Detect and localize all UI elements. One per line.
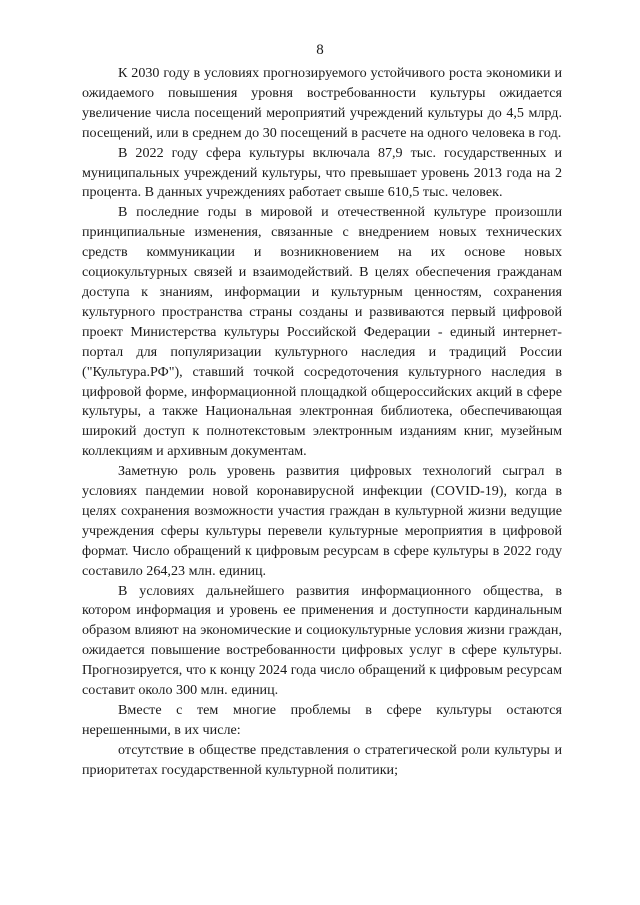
paragraph-digital-changes: В последние годы в мировой и отечественной культуре произошли принципиальные изменения, связанные с внедрением новых технических средств коммуникации и возникновением на их основе новых социокультурных связей и взаимодействий. В целях обеспечения гражданам доступа к знаниям, информации и культурным ценностям, сохранения культурного пространства страны созданы и развиваются первый цифровой проект Министерства культуры Российской Федерации - единый интернет-портал для популяризации культурного наследия и традиций России ("Культура.РФ"), ставший точкой сосредоточения культурного наследия в цифровой форме, информационной площадкой общероссийских акций в сфере культуры, а также Национальная электронная библиотека, обеспечивающая широкий доступ к полнотекстовым электронным изданиям книг, музейным коллекциям и архивным документам. (82, 204, 562, 460)
paragraph-pandemic-role: Заметную роль уровень развития цифровых технологий сыграл в условиях пандемии новой коронавирусной инфекции (COVID-19), когда в целях сохранения возможности участия граждан в культурной жизни ведущие учреждения сферы культуры перевели культурные мероприятия в цифровой формат. Число обращений к цифровым ресурсам в сфере культуры в 2022 году составило 264,23 млн. единиц. (82, 463, 562, 579)
paragraph-unresolved-problems: Вместе с тем многие проблемы в сфере культуры остаются нерешенными, в их числе: (82, 702, 562, 738)
paragraph-information-society: В условиях дальнейшего развития информационного общества, в котором информация и уровень ее применения и доступности кардинальным образом влияют на экономические и социокультурные условия жизни граждан, ожидается повышение востребованности цифровых услуг в сфере культуры. Прогнозируется, что к концу 2024 года число обращений к цифровым ресурсам составит около 300 млн. единиц. (82, 582, 562, 699)
paragraph-2022-institutions: В 2022 году сфера культуры включала 87,9 тыс. государственных и муниципальных учреждений культуры, что превышает уровень 2013 года на 2 процента. В данных учреждениях работает свыше 610,5 тыс. человек. (82, 144, 562, 201)
document-body (82, 64, 562, 781)
paragraph-2030-forecast: К 2030 году в условиях прогнозируемого устойчивого роста экономики и ожидаемого повышения уровня востребованности культуры ожидается увеличение числа посещений мероприятий учреждений культуры до 4,5 млрд. посещений, или в среднем до 30 посещений в расчете на одного человека в год. (82, 65, 562, 141)
page-number: 8 (316, 42, 324, 58)
paragraph-problem-item-1: отсутствие в обществе представления о стратегической роли культуры и приоритетах государственной культурной политики; (82, 741, 562, 778)
